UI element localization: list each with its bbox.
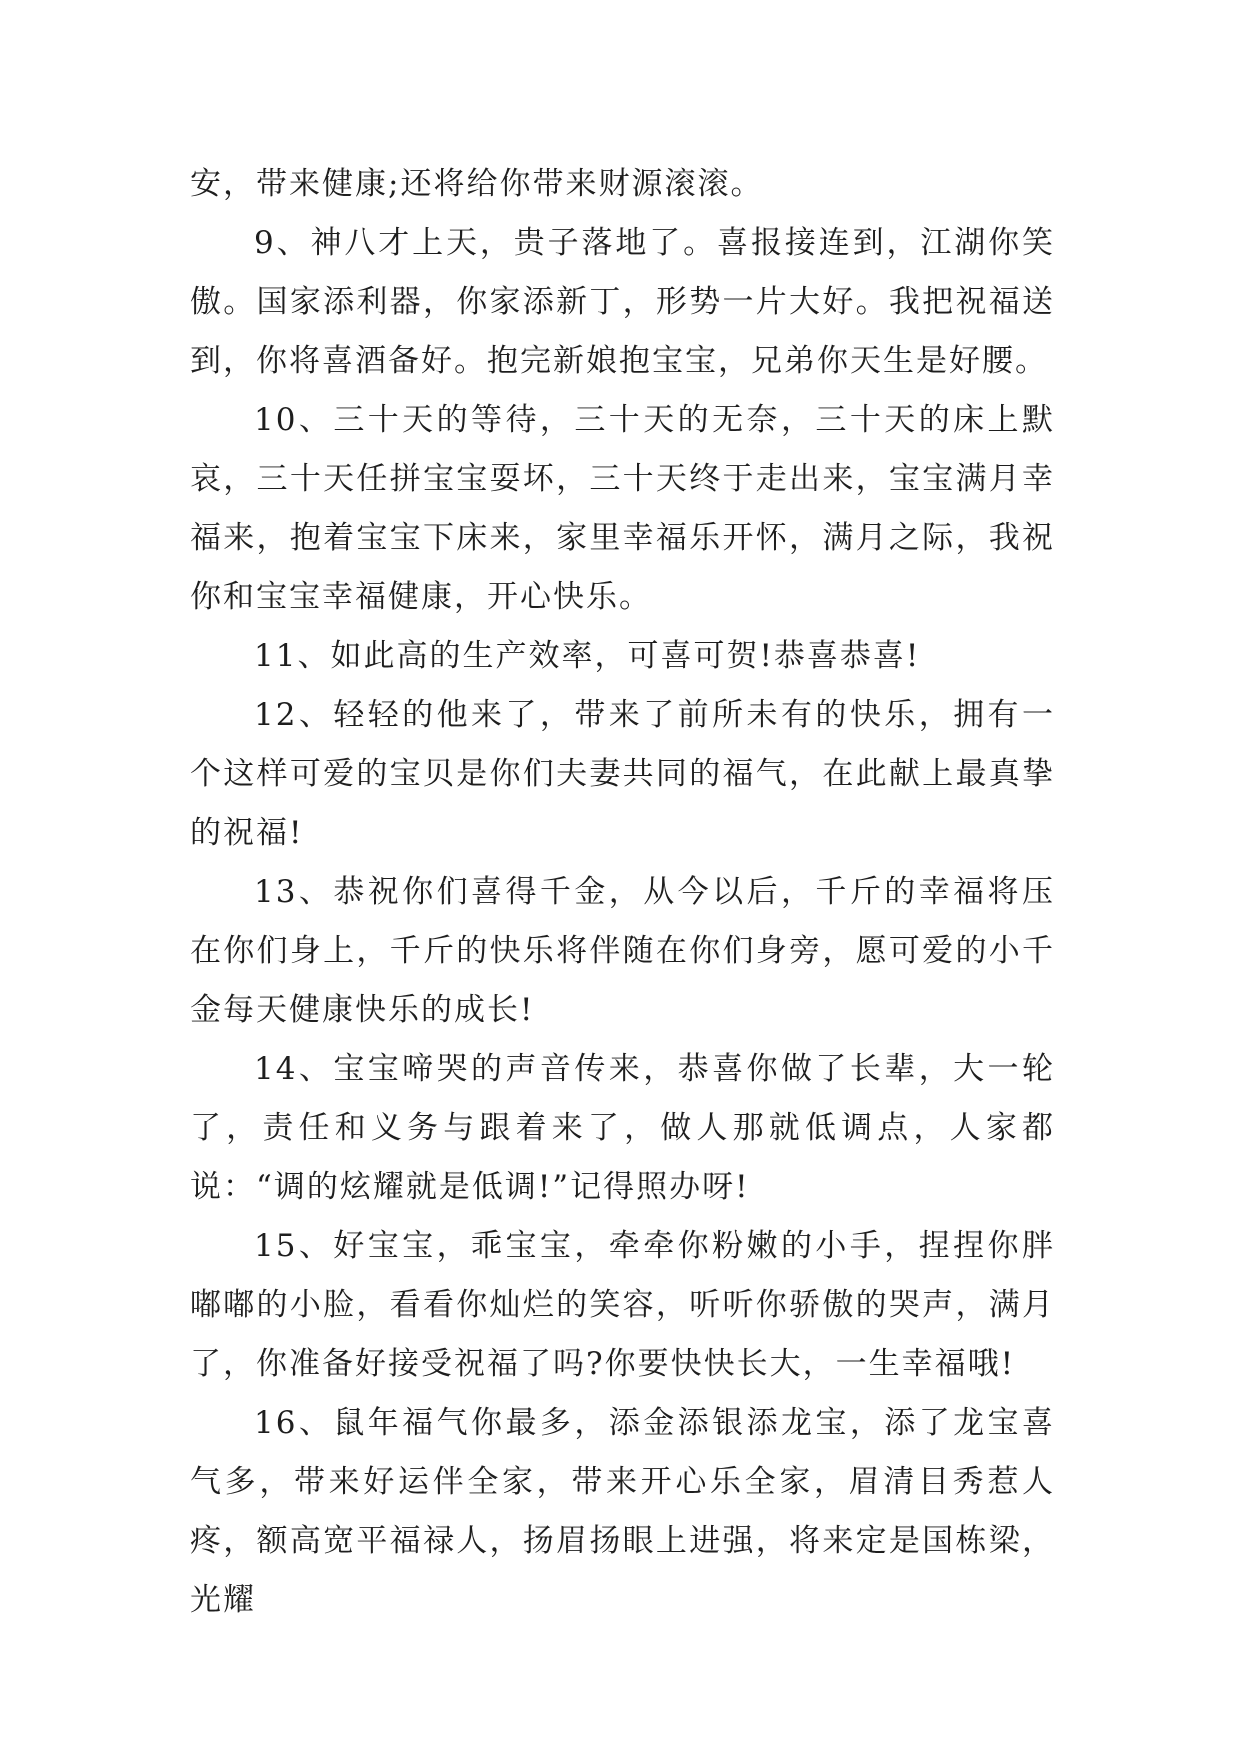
paragraph-item-14: 14、宝宝啼哭的声音传来，恭喜你做了长辈，大一轮了，责任和义务与跟着来了，做人那就低调点，人家都说：“调的炫耀就是低调!”记得照办呀!: [190, 1051, 1055, 1205]
paragraph-item-16: 16、鼠年福气你最多，添金添银添龙宝，添了龙宝喜气多，带来好运伴全家，带来开心乐全家，眉清目秀惹人疼，额高宽平福禄人，扬眉扬眼上进强，将来定是国栋梁，光耀: [190, 1405, 1055, 1618]
paragraph-item-10: 10、三十天的等待，三十天的无奈，三十天的床上默哀，三十天任拼宝宝耍坏，三十天终于走出来，宝宝满月幸福来，抱着宝宝下床来，家里幸福乐开怀，满月之际，我祝你和宝宝幸福健康，开心快乐。: [190, 402, 1055, 615]
paragraph-item-13: 13、恭祝你们喜得千金，从今以后，千斤的幸福将压在你们身上，千斤的快乐将伴随在你们身旁，愿可爱的小千金每天健康快乐的成长!: [190, 874, 1055, 1028]
paragraph-item-9: 9、神八才上天，贵子落地了。喜报接连到，江湖你笑傲。国家添利器，你家添新丁，形势一片大好。我把祝福送到，你将喜酒备好。抱完新娘抱宝宝，兄弟你天生是好腰。: [190, 225, 1055, 379]
paragraph-item-15: 15、好宝宝，乖宝宝，牵牵你粉嫩的小手，捏捏你胖嘟嘟的小脸，看看你灿烂的笑容，听听你骄傲的哭声，满月了，你准备好接受祝福了吗?你要快快长大，一生幸福哦!: [190, 1228, 1055, 1382]
document-body: [190, 155, 1055, 1630]
paragraph-continuation: 安，带来健康;还将给你带来财源滚滚。: [190, 166, 764, 202]
paragraph-item-11: 11、如此高的生产效率，可喜可贺!恭喜恭喜!: [254, 638, 921, 674]
paragraph-item-12: 12、轻轻的他来了，带来了前所未有的快乐，拥有一个这样可爱的宝贝是你们夫妻共同的福气，在此献上最真挚的祝福!: [190, 697, 1055, 851]
